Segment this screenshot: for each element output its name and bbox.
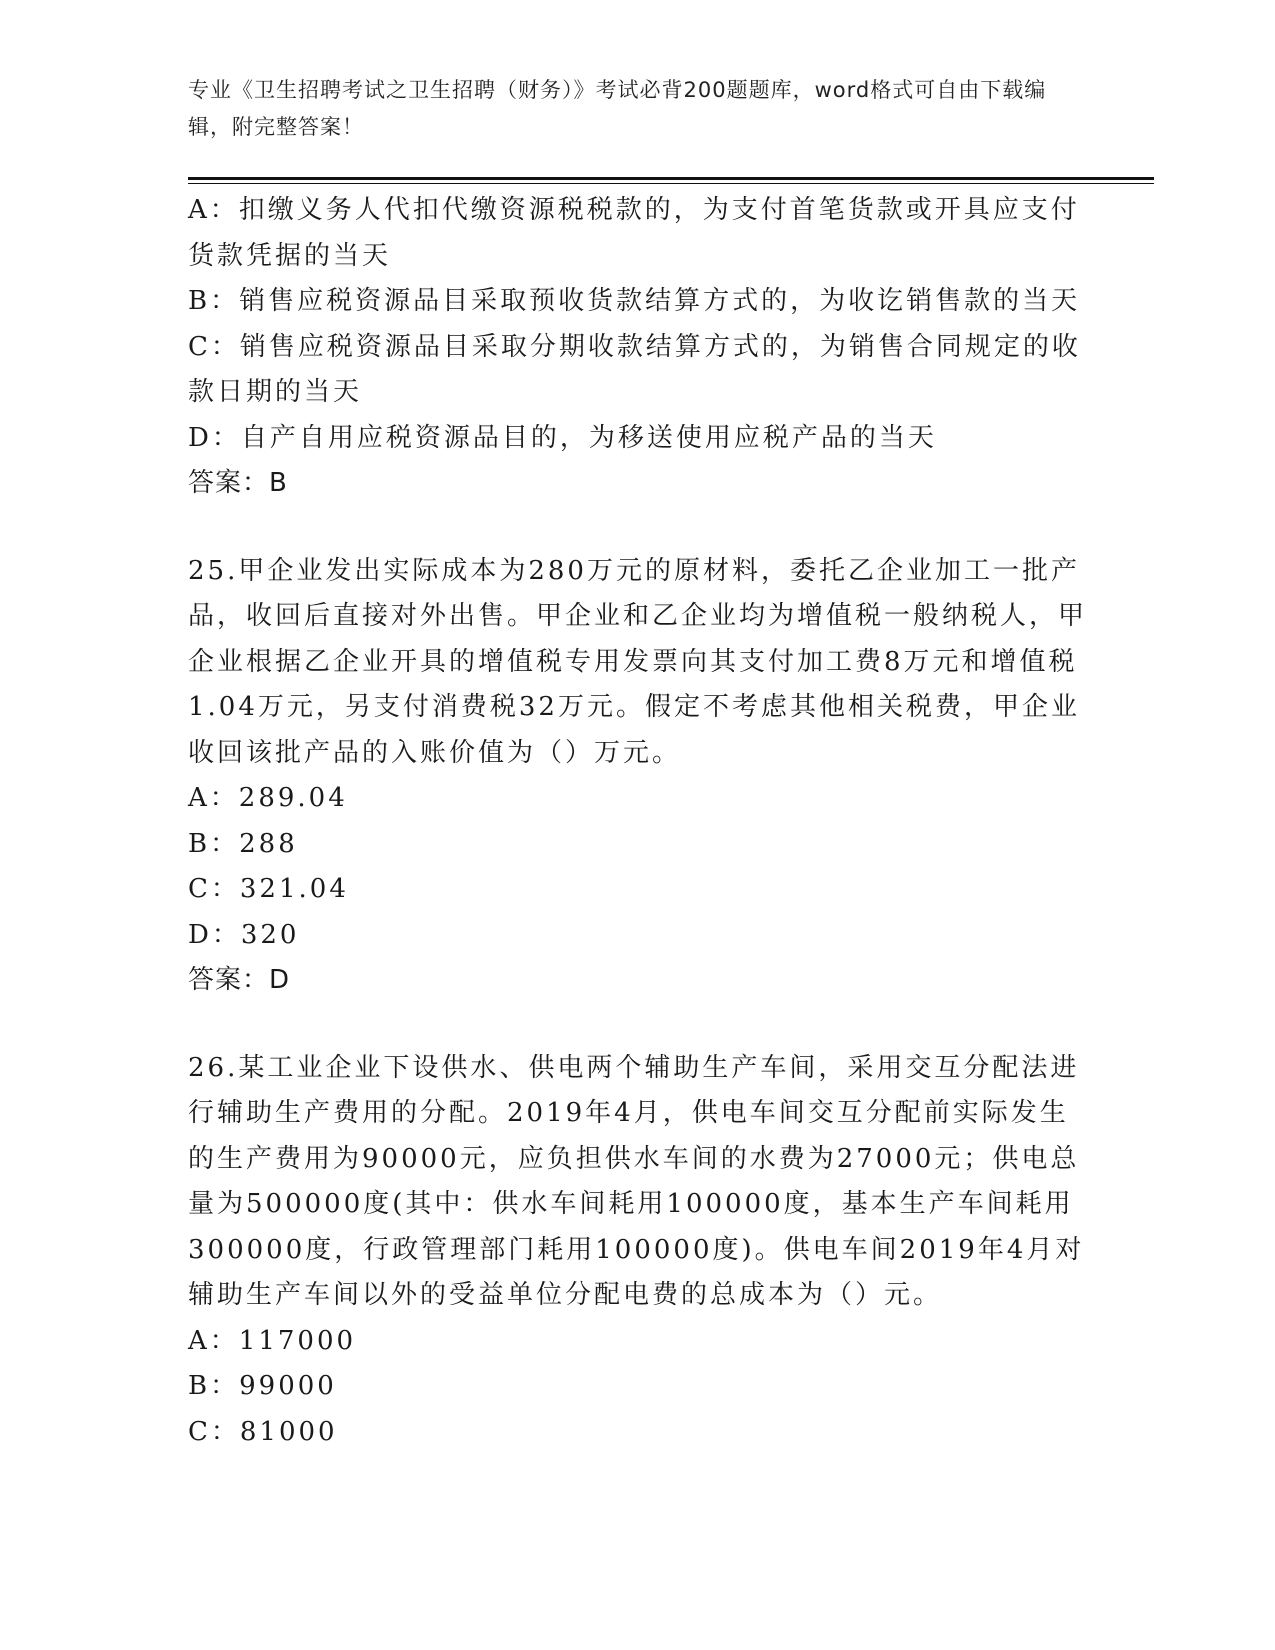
- option-d: D：自产自用应税资源品目的，为移送使用应税产品的当天: [188, 422, 937, 453]
- option-c: C：321.04: [188, 874, 349, 904]
- option-b: B：99000: [188, 1371, 337, 1401]
- option-a: A：117000: [188, 1325, 357, 1356]
- option-a: A：289.04: [188, 783, 348, 813]
- option-a: A：扣缴义务人代扣代缴资源税税款的，为支付首笔货款或开具应支付货款凭据的当天: [188, 195, 1080, 271]
- question-block-prev: [188, 188, 1088, 507]
- question-text: 25.甲企业发出实际成本为280万元的原材料，委托乙企业加工一批产品，收回后直接对外出售。甲企业和乙企业均为增值税一般纳税人，甲企业根据乙企业开具的增值税专用发票向其支付加工费8万元和增值税1.04万元，另支付消费税32万元。假定不考虑其他相关税费，甲企业收回该批产品的入账价值为（）万元。: [188, 555, 1088, 768]
- question-text: 26.某工业企业下设供水、供电两个辅助生产车间，采用交互分配法进行辅助生产费用的分配。2019年4月，供电车间交互分配前实际发生的生产费用为90000元，应负担供水车间的水费为27000元；供电总量为500000度(其中：供水车间耗用100000度，基本生产车间耗用300000度，行政管理部门耗用100000度)。供电车间2019年4月对辅助生产车间以外的受益单位分配电费的总成本为（）元。: [188, 1052, 1085, 1310]
- spacer: [188, 1004, 1088, 1046]
- header-divider-thin: [188, 183, 1154, 184]
- question-block-25: [188, 549, 1088, 1004]
- spacer: [188, 507, 1088, 549]
- document-header: 专业《卫生招聘考试之卫生招聘（财务）》考试必背200题题库，word格式可自由下载编辑，附完整答案！: [188, 78, 1047, 139]
- answer-text: 答案：B: [188, 468, 288, 498]
- option-b: B：288: [188, 828, 298, 859]
- option-c: C：81000: [188, 1416, 338, 1447]
- option-d: D：320: [188, 919, 300, 950]
- question-block-26: [188, 1046, 1088, 1456]
- option-b: B：销售应税资源品目采取预收货款结算方式的，为收讫销售款的当天: [188, 286, 1081, 316]
- document-body: [188, 188, 1088, 1455]
- option-c: C：销售应税资源品目采取分期收款结算方式的，为销售合同规定的收款日期的当天: [188, 331, 1081, 407]
- header-divider-thick: [188, 177, 1154, 180]
- answer-text: 答案：D: [188, 965, 291, 995]
